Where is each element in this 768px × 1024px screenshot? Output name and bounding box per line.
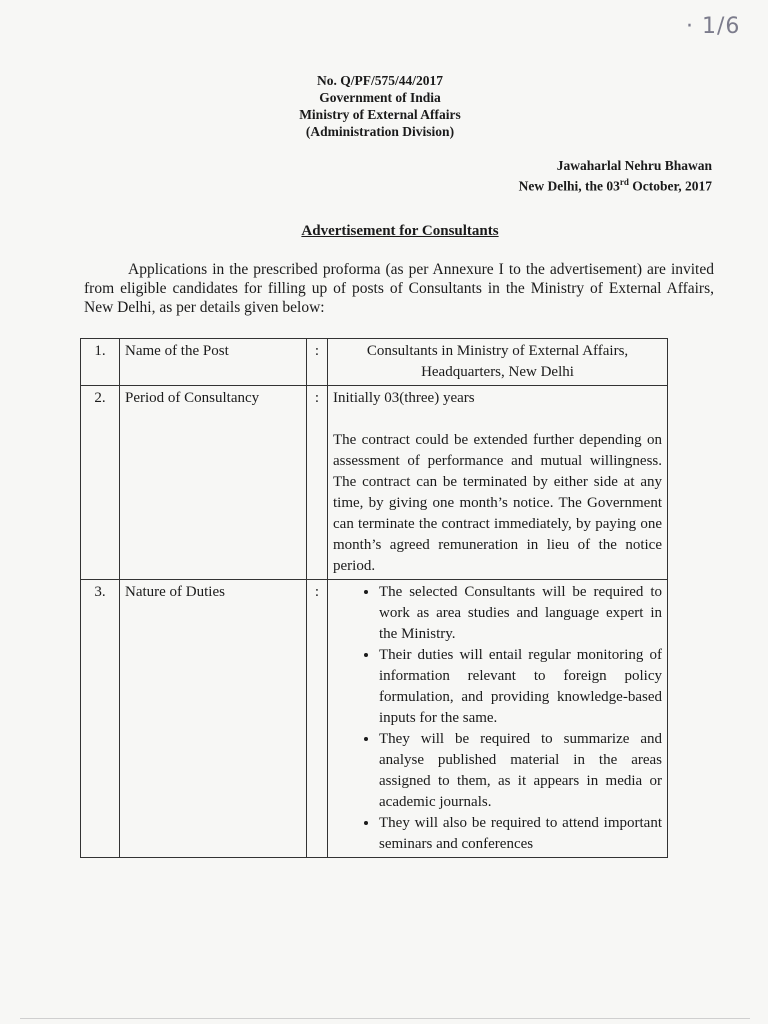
row-label: Nature of Duties <box>120 580 307 858</box>
period-initial: Initially 03(three) years <box>333 390 475 406</box>
details-table <box>80 338 668 858</box>
page-number: · 1/6 <box>686 14 741 39</box>
date-prefix: New Delhi, the 03 <box>518 178 620 194</box>
government-name: Government of India <box>319 90 441 105</box>
intro-paragraph: Applications in the prescribed proforma (as per Annexure I to the advertisement) are invited from eligible candidates for filling up of posts of Consultants in the Ministry of External Affairs, New Delhi, as per details given below: <box>84 261 714 316</box>
date-suffix: October, 2017 <box>628 178 712 194</box>
duties-list <box>333 582 662 855</box>
ministry-name: Ministry of External Affairs <box>299 107 461 122</box>
table-row <box>81 386 668 580</box>
date-ordinal: rd <box>619 177 629 187</box>
list-item: • The selected Consultants will be required to work as area studies and language expert in the Ministry. <box>379 582 662 645</box>
division-name: (Administration Division) <box>305 124 455 139</box>
row-label: Period of Consultancy <box>120 386 307 580</box>
letter-date <box>400 174 712 195</box>
document-title: Advertisement for Consultants <box>301 223 499 239</box>
row-colon: : <box>307 580 328 858</box>
row-colon: : <box>307 386 328 580</box>
period-extension-terms: The contract could be extended further depending on assessment of performance and mutual willingness. The contract can be terminated by either side at any time, by giving one month’s notice. The Government can terminate the contract immediately, by paying one month’s agreed remuneration in lieu of the notice period. <box>333 432 662 574</box>
row-number: 3. <box>81 580 120 858</box>
table-row <box>81 580 668 858</box>
row-colon: : <box>307 339 328 386</box>
post-name-value: Consultants in Ministry of External Affairs, Headquarters, New Delhi <box>328 339 668 386</box>
list-item: • They will be required to summarize and analyse published material in the areas assigned to them, as it appears in media or academic journals. <box>379 729 662 813</box>
reference-number: No. Q/PF/575/44/2017 <box>317 73 443 88</box>
list-item: • They will also be required to attend important seminars and conferences <box>379 813 662 855</box>
table-row <box>81 339 668 386</box>
duties-value <box>328 580 668 858</box>
scan-edge-line <box>20 1018 750 1019</box>
address-block <box>400 157 712 195</box>
row-number: 1. <box>81 339 120 386</box>
list-item: • Their duties will entail regular monitoring of information relevant to foreign policy formulation, and providing knowledge-based inputs for the same. <box>379 645 662 729</box>
letter-header <box>240 72 520 140</box>
consultancy-period-value <box>328 386 668 580</box>
row-number: 2. <box>81 386 120 580</box>
row-label: Name of the Post <box>120 339 307 386</box>
building-name: Jawaharlal Nehru Bhawan <box>556 158 712 173</box>
